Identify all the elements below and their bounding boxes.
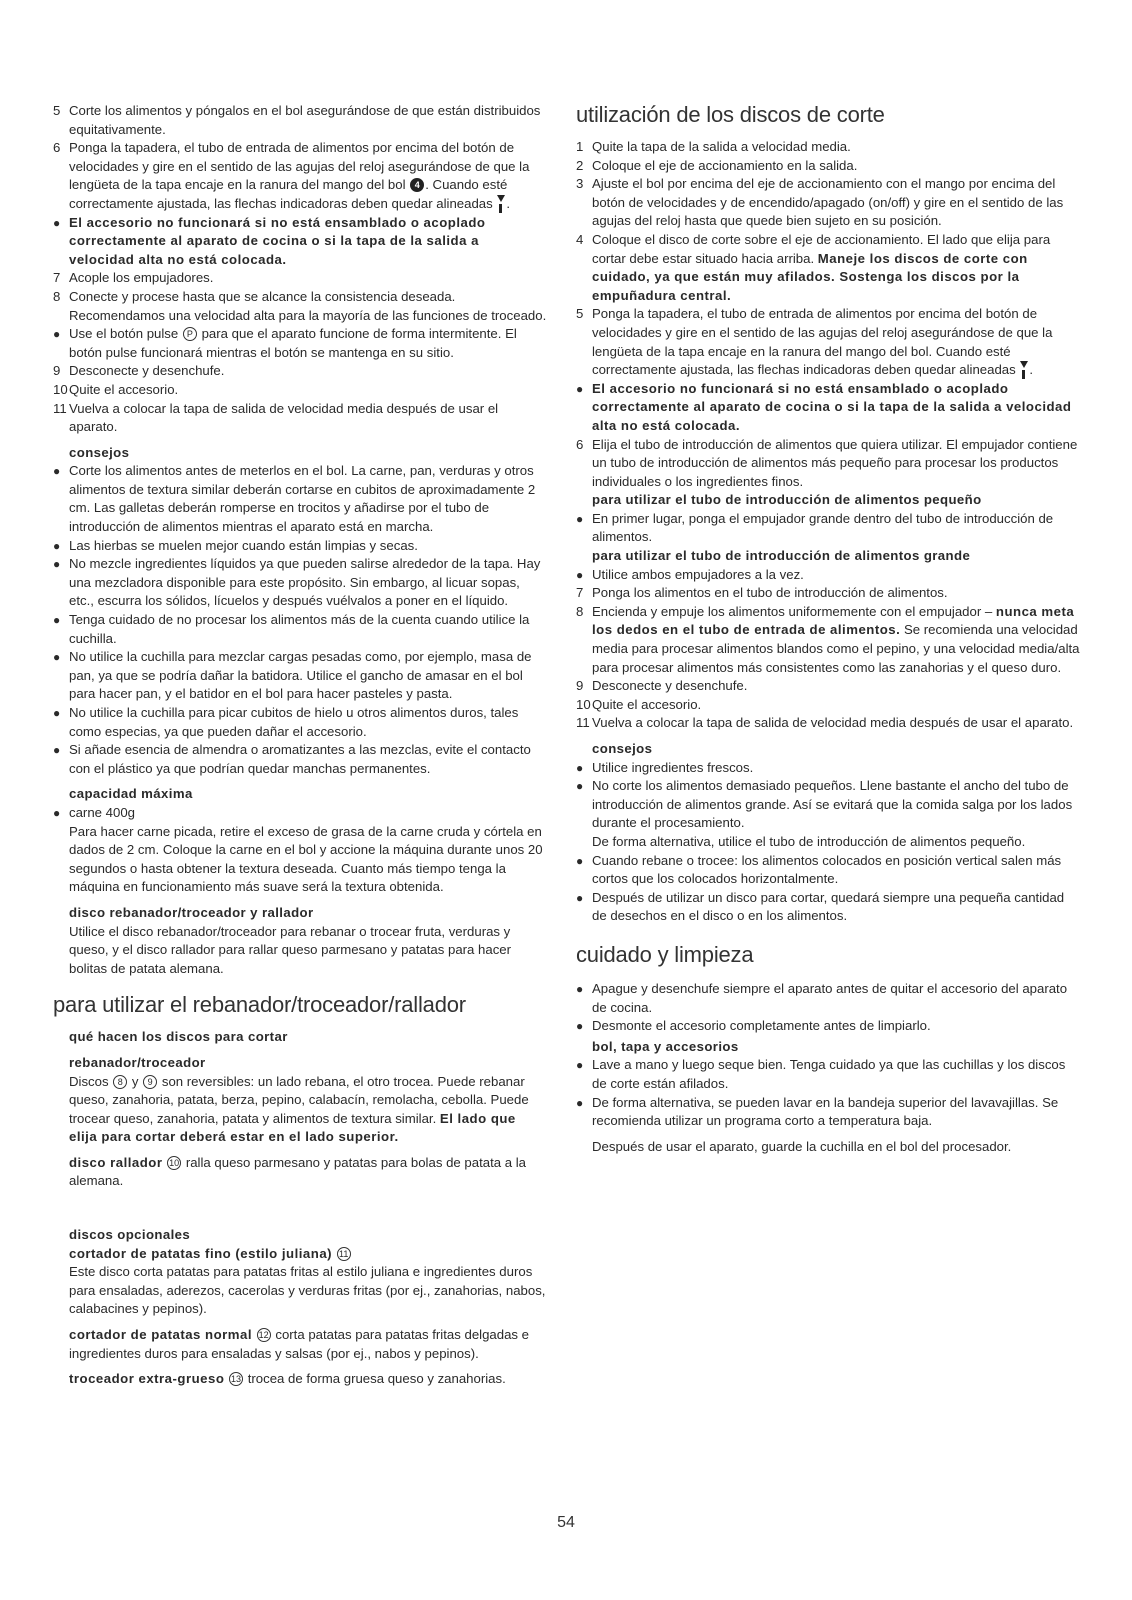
section-title-rebanador: para utilizar el rebanador/troceador/rallador (53, 992, 466, 1018)
alignment-arrows-icon (496, 195, 506, 213)
step-2: 2 Coloque el eje de accionamiento en la salida. (576, 157, 858, 173)
pequeno-heading: para utilizar el tubo de introducción de alimentos pequeño (592, 492, 982, 508)
section-title-discos: utilización de los discos de corte (576, 102, 885, 127)
tip-item: ● No corte los alimentos demasiado pequeños. Llene bastante el ancho del tubo de introducción de alimentos grande. Así se evitará que la comida salga por los lados durante el procesamiento. De forma alternativa, utilice el tubo de introducción de alimentos pequeño. (576, 778, 1073, 849)
opcionales-heading: discos opcionales (69, 1227, 191, 1243)
disc-9-icon: 9 (143, 1075, 157, 1089)
disco-heading: disco rebanador/troceador y rallador (69, 904, 314, 920)
tip-item: ● Corte los alimentos antes de meterlos en el bol. La carne, pan, verduras y otros alimentos de textura similar deberán cortarse en cubitos de aproximadamente 2 cm. Las galletas deberán romperse en trocitos y añadirse por el tubo de introducción de alimentos mientras el aparato está en marcha. (53, 463, 536, 535)
bol-item: ● Lave a mano y luego seque bien. Tenga cuidado ya que las cuchillas y los discos de corte están afilados. (576, 1057, 1066, 1091)
right-column (576, 102, 1082, 1156)
ref-4-icon: 4 (410, 178, 424, 192)
step-5: 5 Ponga la tapadera, el tubo de entrada de alimentos por encima del botón de velocidades y gire en el sentido de las agujas del reloj asegurándose de que la lengüeta de la tapa encaje en la ranura del mango del bol. Cuando esté correctamente ajustada, las flechas indicadoras deben quedar alineadas . (576, 306, 1053, 378)
carne-text: Para hacer carne picada, retire el exceso de grasa de la carne cruda y córtela en dados de 2 cm. Coloque la carne en el bol y accione la máquina durante unos 20 segundos o hasta obtener la textura deseada. Cuanto más tiempo tenga la máquina en funcionamiento más suave será la textura obtenida. (69, 823, 543, 895)
step-11: 11 Vuelva a colocar la tapa de salida de velocidad media después de usar el aparato. (576, 715, 1074, 731)
page-number: 54 (557, 1514, 575, 1531)
tip-item: ● Cuando rebane o trocee: los alimentos colocados en posición vertical salen más cortos que los colocados horizontalmente. (576, 852, 1062, 887)
step-1: 1 Quite la tapa de la salida a velocidad media. (576, 139, 851, 154)
pulse-note: ● Use el botón pulse P para que el aparato funcione de forma intermitente. El botón pulse funcionará mientras el botón se mantenga en su sitio. (53, 326, 517, 360)
step-6: 6 Elija el tubo de introducción de alimentos que quiera utilizar. El empujador contiene un tubo de introducción de alimentos más pequeño para procesar los productos individuales o los ingredientes finos. (576, 436, 1078, 489)
care-item: ● Desmonte el accesorio completamente antes de limpiarlo. (576, 1018, 931, 1034)
pulse-icon: P (183, 327, 197, 341)
step-7: 7 Acople los empujadores. (53, 270, 214, 286)
left-column (53, 102, 547, 1389)
fino-heading: cortador de patatas fino (estilo juliana) 11 (53, 1245, 547, 1264)
pequeno-bullet: ● En primer lugar, ponga el empujador grande dentro del tubo de introducción de alimentos. (576, 510, 1054, 545)
que-hacen-heading: qué hacen los discos para cortar (69, 1029, 288, 1045)
warning-note: ● El accesorio no funcionará si no está ensamblado o acoplado correctamente al aparato de cocina o si la tapa de la salida a velocidad alta no está colocada. (53, 214, 486, 267)
disc-13-icon: 13 (231, 1374, 242, 1385)
disc-10-icon: 10 (169, 1157, 180, 1168)
grande-heading: para utilizar el tubo de introducción de alimentos grande (592, 548, 971, 564)
step-7: 7 Ponga los alimentos en el tubo de introducción de alimentos. (576, 585, 948, 601)
step-6: 6 Ponga la tapadera, el tubo de entrada de alimentos por encima del botón de velocidades y gire en el sentido de las agujas del reloj asegurándose de que la lengüeta de la tapa encaje en la ranura del mango del bol 4 . Cuando esté correctamente ajustada, las flechas indicadoras deben quedar alineadas . (53, 140, 530, 211)
extra-text: troceador extra-grueso 13 trocea de forma gruesa queso y zanahorias. (69, 1371, 506, 1387)
capacidad-heading: capacidad máxima (69, 786, 193, 802)
consejos-heading: consejos (69, 444, 130, 460)
warning-note: ● El accesorio no funcionará si no está ensamblado o acoplado correctamente al aparato de cocina o si la tapa de la salida a velocidad alta no está colocada. (576, 380, 1072, 433)
carne-item: ● carne 400g (53, 804, 135, 820)
step-8: 8 Conecte y procese hasta que se alcance la consistencia deseada. Recomendamos una velocidad alta para la mayoría de las funciones de troceado. (53, 288, 547, 323)
step-8: 8 Encienda y empuje los alimentos uniformemente con el empujador – nunca meta los dedos en el tubo de entrada de alimentos. Se recomienda una velocidad media para procesar alimentos blandos como el pepino, y una velocidad media/alta para procesar alimentos más consistentes como las zanahorias y el queso duro. (576, 603, 1080, 675)
step-11: 11 Vuelva a colocar la tapa de salida de velocidad media después de usar el aparato. (53, 400, 499, 435)
alignment-arrows-icon (1019, 361, 1029, 379)
disc-12-icon: 12 (258, 1330, 269, 1341)
step-10: 10 Quite el accesorio. (53, 381, 179, 397)
grande-bullet: ● Utilice ambos empujadores a la vez. (576, 566, 804, 582)
step-9: 9 Desconecte y desenchufe. (576, 678, 748, 694)
care-item: ● Apague y desenchufe siempre el aparato antes de quitar el accesorio del aparato de cocina. (576, 980, 1068, 1015)
rallador-text: disco rallador 10 ralla queso parmesano y patatas para bolas de patata a la alemana. (69, 1154, 526, 1189)
step-10: 10 Quite el accesorio. (576, 696, 702, 712)
tip-item: ● Si añade esencia de almendra o aromatizantes a las mezclas, evite el contacto con el plástico ya que podrían quedar manchas permanentes. (53, 742, 531, 776)
tip-item: ● Tenga cuidado de no procesar los alimentos más de la cuenta cuando utilice la cuchilla. (53, 612, 530, 646)
fino-text: Este disco corta patatas para patatas fritas al estilo juliana e ingredientes duros para ensaladas, aderezos, cacerolas y verduras fritas (por ej., zanahorias, nabos, calabacines y pepinos). (69, 1264, 546, 1317)
normal-text: cortador de patatas normal 12 corta patatas para patatas fritas delgadas e ingredientes duros para ensaladas y salsas (por ej., nabos y pepinos). (69, 1327, 530, 1361)
tip-item: ● Utilice ingredientes frescos. (576, 759, 754, 775)
step-3: 3 Ajuste el bol por encima del eje de accionamiento con el mango por encima del botón de velocidades y de encendido/apagado (on/off) y gire en el sentido de las agujas del reloj hasta que quede bien sujeto en su posición. (576, 176, 1064, 229)
disc-8-icon: 8 (113, 1075, 127, 1089)
rebanador-text: Discos 8 y 9 son reversibles: un lado rebana, el otro trocea. Puede rebanar queso, zanahoria, patata, berza, pepino, calabacín, remolacha, cebolla. Puede trocear queso, zanahoria, patata y alimentos de textura similar. El lado que elija para cortar deberá estar en el lado superior. (69, 1073, 529, 1145)
bol-heading: bol, tapa y accesorios (592, 1038, 739, 1054)
step-4: 4 Coloque el disco de corte sobre el eje de accionamiento. El lado que elija para cortar debe estar situado hacia arriba. Maneje los discos de corte con cuidado, ya que están muy afilados. Sostenga los discos por la empuñadura central. (576, 231, 1051, 303)
tip-item: ● Después de utilizar un disco para cortar, quedará siempre una pequeña cantidad de desechos en el disco o en los alimentos. (576, 889, 1065, 924)
disc-11-icon: 11 (337, 1247, 351, 1261)
tip-item: ● No mezcle ingredientes líquidos ya que pueden salirse alrededor de la tapa. Hay una mezcladora disponible para este propósito. Sin embargo, al licuar sopas, etc., escurra los sólidos, lícuelos y después vuélvalos a poner en el líquido. (53, 556, 541, 609)
bol-item: ● De forma alternativa, se pueden lavar en la bandeja superior del lavavajillas. Se recomienda utilizar un programa corto a temperatura baja. (576, 1094, 1059, 1129)
consejos-heading: consejos (592, 741, 653, 756)
section-title-cuidado: cuidado y limpieza (576, 941, 754, 967)
tip-item: ● No utilice la cuchilla para picar cubitos de hielo u otros alimentos duros, tales como especias, ya que pueden dañar el accesorio. (53, 705, 519, 739)
final-note: Después de usar el aparato, guarde la cuchilla en el bol del procesador. (592, 1138, 1012, 1154)
step-5: 5 Corte los alimentos y póngalos en el bol asegurándose de que están distribuidos equitativamente. (53, 103, 541, 137)
tip-item: ● Las hierbas se muelen mejor cuando están limpias y secas. (53, 537, 418, 553)
step-9: 9 Desconecte y desenchufe. (53, 363, 225, 379)
tip-item: ● No utilice la cuchilla para mezclar cargas pesadas como, por ejemplo, masa de pan, ya que se podría dañar la batidora. Utilice el gancho de amasar en el bol para hacer pan, y el batidor en el bol para hacer pasteles y pasta. (53, 649, 532, 702)
disco-text: Utilice el disco rebanador/troceador para rebanar o trocear fruta, verduras y queso, y el disco rallador para rallar queso parmesano y patatas para hacer bolitas de patata alemana. (69, 923, 512, 976)
rebanador-heading: rebanador/troceador (69, 1054, 206, 1070)
